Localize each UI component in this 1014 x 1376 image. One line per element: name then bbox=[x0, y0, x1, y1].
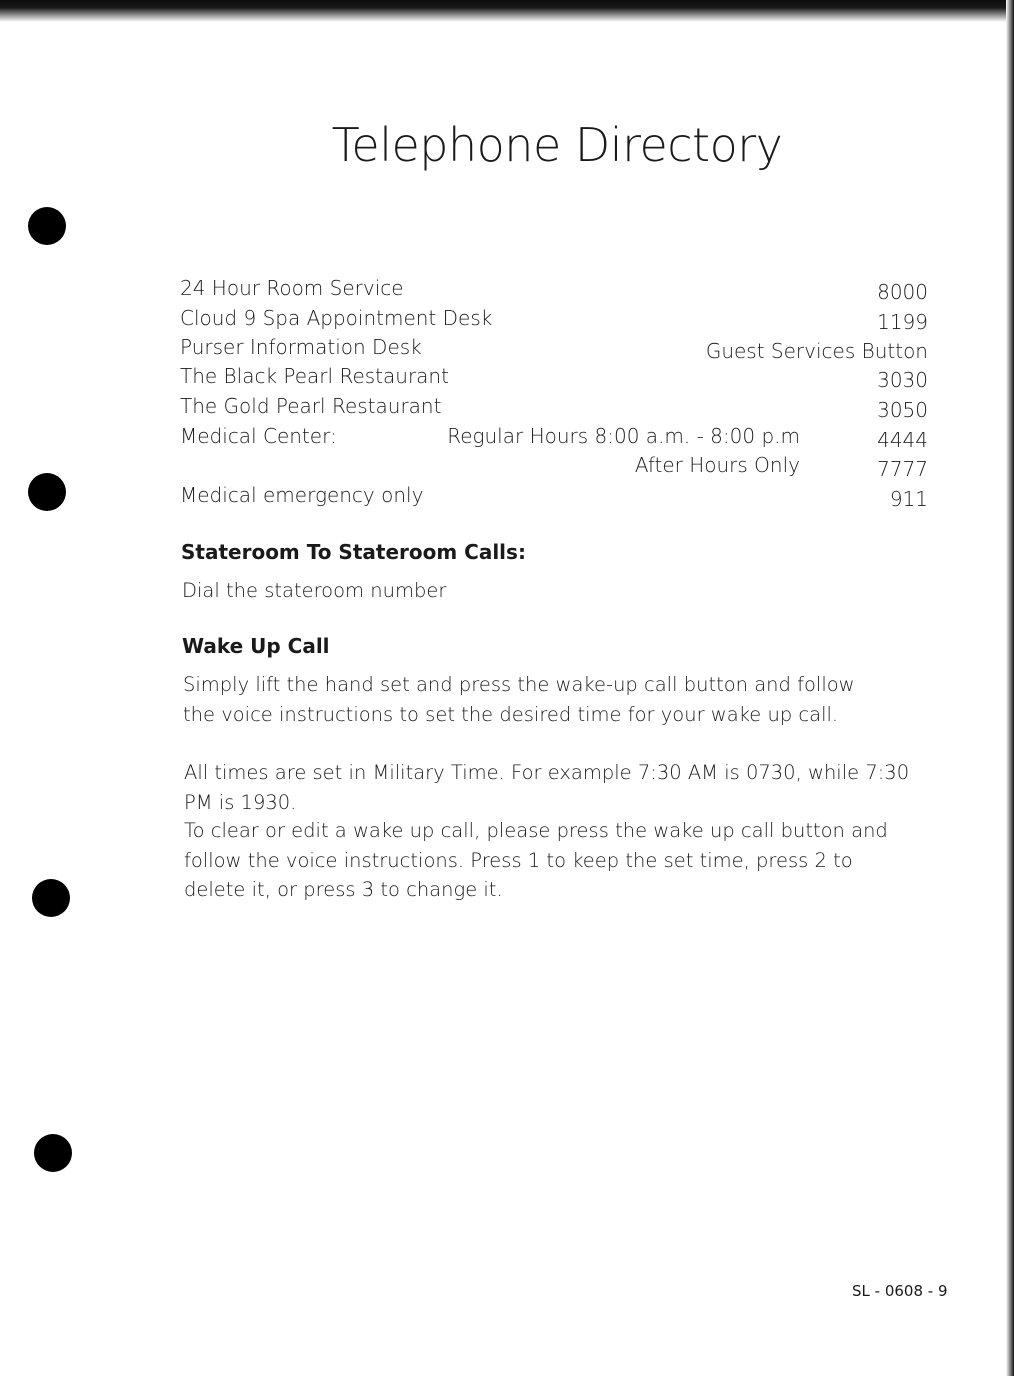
directory-label: Medical Center: bbox=[180, 424, 337, 448]
directory-row bbox=[180, 276, 928, 306]
binder-hole bbox=[34, 1134, 72, 1172]
wakeup-paragraph-3: To clear or edit a wake up call, please press the wake up call button and follow the voice instructions. Press 1 to keep the set time, press 2 to delete it, or press 3 to change it. bbox=[184, 819, 888, 901]
directory-label: Cloud 9 Spa Appointment Desk bbox=[180, 306, 493, 330]
directory-hours: After Hours Only bbox=[634, 453, 800, 477]
stateroom-heading: Stateroom To Stateroom Calls: bbox=[181, 540, 526, 564]
directory-row bbox=[180, 483, 928, 513]
binder-hole bbox=[28, 207, 66, 245]
page-footer: SL - 0608 - 9 bbox=[852, 1282, 948, 1300]
directory-number: 3030 bbox=[877, 368, 928, 392]
directory-number: 911 bbox=[889, 487, 928, 511]
directory-label: The Gold Pearl Restaurant bbox=[180, 394, 442, 418]
directory-row bbox=[180, 335, 928, 365]
directory-row bbox=[180, 306, 928, 336]
directory-row bbox=[180, 424, 928, 454]
directory-label: The Black Pearl Restaurant bbox=[180, 364, 449, 388]
directory-row bbox=[180, 394, 928, 424]
binder-hole bbox=[28, 473, 66, 511]
directory-label: Purser Information Desk bbox=[180, 335, 422, 359]
binder-hole bbox=[32, 879, 70, 917]
scan-edge-right bbox=[1006, 0, 1014, 1376]
directory-row bbox=[180, 364, 928, 394]
scan-edge-top bbox=[0, 0, 1014, 22]
directory-label: Medical emergency only bbox=[180, 483, 424, 507]
directory-row bbox=[180, 453, 928, 483]
directory-hours: Regular Hours 8:00 a.m. - 8:00 p.m bbox=[447, 424, 800, 448]
stateroom-text: Dial the stateroom number bbox=[182, 579, 447, 602]
directory-number: 8000 bbox=[877, 280, 928, 304]
page-title: Telephone Directory bbox=[331, 118, 783, 172]
directory-number: Guest Services Button bbox=[705, 339, 928, 363]
wakeup-heading: Wake Up Call bbox=[182, 634, 330, 658]
directory-number: 3050 bbox=[877, 398, 928, 422]
wakeup-paragraph-2: All times are set in Military Time. For example 7:30 AM is 0730, while 7:30 PM is 1930. bbox=[184, 761, 910, 814]
directory-number: 1199 bbox=[877, 310, 928, 334]
directory-label: 24 Hour Room Service bbox=[180, 276, 404, 300]
directory-number: 4444 bbox=[877, 428, 928, 452]
directory-number: 7777 bbox=[877, 457, 928, 481]
wakeup-paragraph-1: Simply lift the hand set and press the wake-up call button and follow the voice instructions to set the desired time for your wake up call. bbox=[183, 673, 855, 726]
